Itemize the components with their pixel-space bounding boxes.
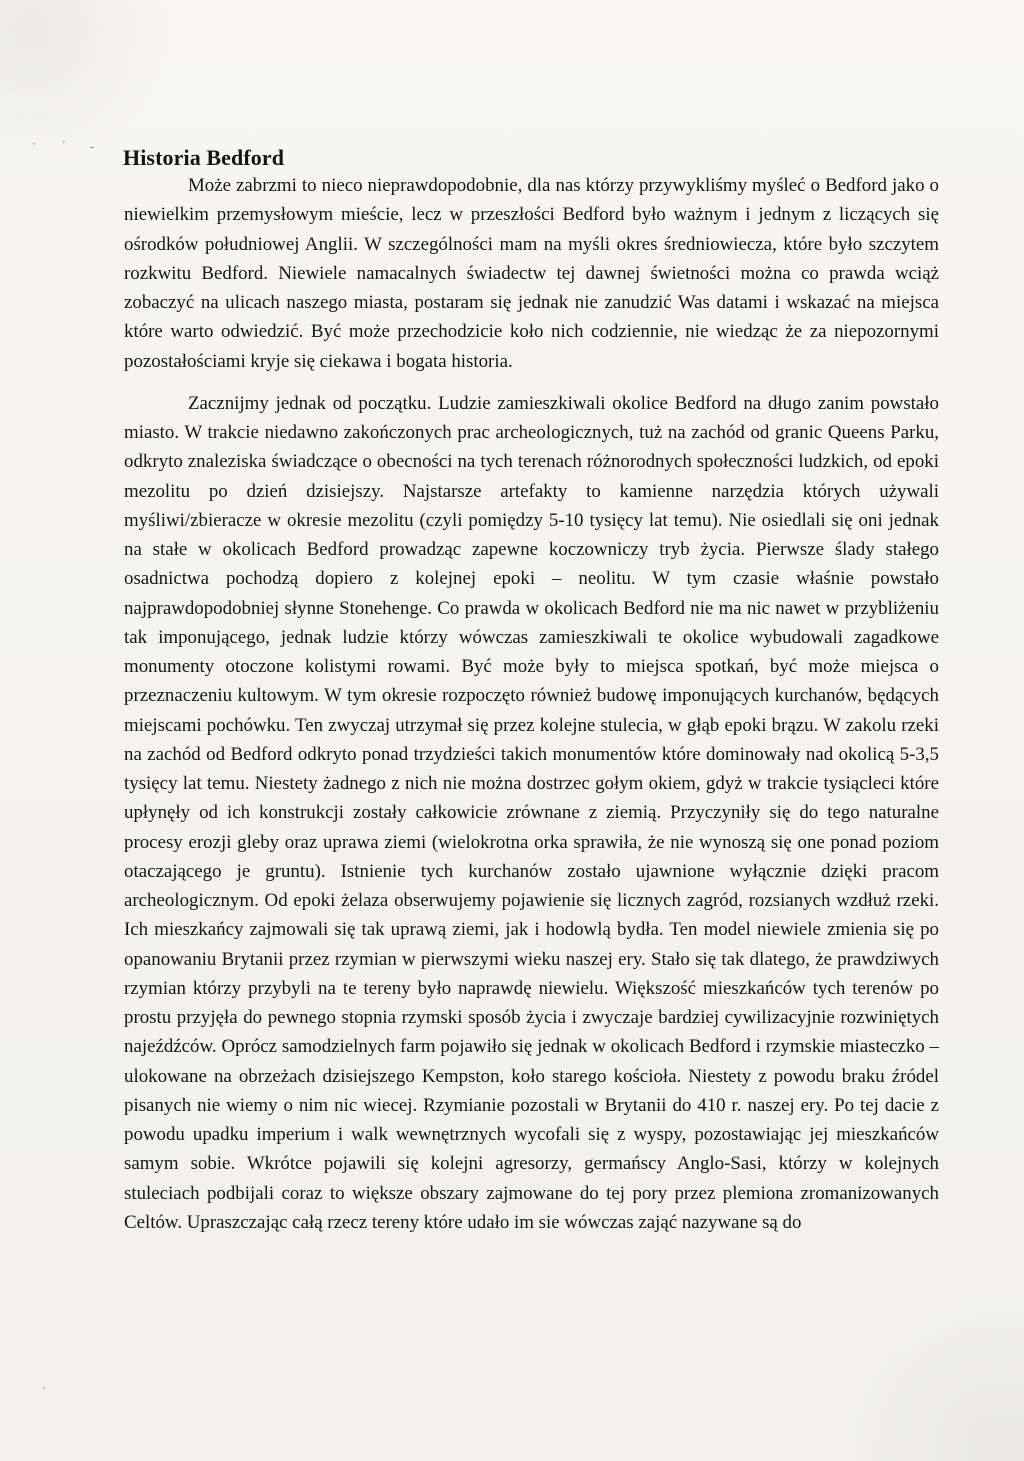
document-title: Historia Bedford (123, 144, 285, 170)
body-paragraph: Może zabrzmi to nieco nieprawdopodobnie, dla nas którzy przywykliśmy myśleć o Bedford jako o niewielkim przemysłowym mieście, lecz w przeszłości Bedford było ważnym i jednym z liczących się ośrodków południowej Anglii. W szczególności mam na myśli okres średniowiecza, które było szczytem rozkwitu Bedford. Niewiele namacalnych świadectw tej dawnej świetności można co prawda wciąż zobaczyć na ulicach naszego miasta, postaram się jednak nie zanudzić Was datami i wskazać na miejsca które warto odwiedzić. Być może przechodzicie koło nich codziennie, nie wiedząc że za niepozornymi pozostałościami kryje się ciekawa i bogata historia. (124, 175, 939, 372)
document-body (124, 171, 939, 1237)
scan-artifact-dash: - (90, 140, 95, 154)
body-paragraph: Zacznijmy jednak od początku. Ludzie zamieszkiwali okolice Bedford na długo zanim powstało miasto. W trakcie niedawno zakończonych prac archeologicznych, tuż na zachód od granic Queens Parku, odkryto znaleziska świadczące o obecności na tych terenach różnorodnych społeczności ludzkich, od epoki mezolitu po dzień dzisiejszy. Najstarsze artefakty to kamienne narzędzia których używali myśliwi/zbieracze w okresie mezolitu (czyli pomiędzy 5-10 tysięcy lat temu). Nie osiedlali się oni jednak na stałe w okolicach Bedford prowadząc zapewne koczowniczy tryb życia. Pierwsze ślady stałego osadnictwa pochodzą dopiero z kolejnej epoki – neolitu. W tym czasie właśnie powstało najprawdopodobniej słynne Stonehenge. Co prawda w okolicach Bedford nie ma nic nawet w przybliżeniu tak imponującego, jednak ludzie którzy wówczas zamieszkiwali te okolice wybudowali zagadkowe monumenty otoczone kolistymi rowami. Być może były to miejsca spotkań, być może miejsca o przeznaczeniu kultowym. W tym okresie rozpoczęto również budowę imponujących kurchanów, będących miejscami pochówku. Ten zwyczaj utrzymał się przez kolejne stulecia, w głąb epoki brązu. W zakolu rzeki na zachód od Bedford odkryto ponad trzydzieści takich monumentów które dominowały nad okolicą 5-3,5 tysięcy lat temu. Niestety żadnego z nich nie można dostrzec gołym okiem, gdyż w trakcie tysiącleci które upłynęły od ich konstrukcji zostały całkowicie zrównane z ziemią. Przyczyniły się do tego naturalne procesy erozji gleby oraz uprawa ziemi (wielokrotna orka sprawiła, że nie wynoszą się one ponad poziom otaczającego je gruntu). Istnienie tych kurchanów zostało ujawnione wyłącznie dzięki pracom archeologicznym. Od epoki żelaza obserwujemy pojawienie się licznych zagród, rozsianych wzdłuż rzeki. Ich mieszkańcy zajmowali się tak uprawą ziemi, jak i hodowlą bydła. Ten model niewiele zmienia się po opanowaniu Brytanii przez rzymian w pierwszymi wieku naszej ery. Stało się tak dlatego, że prawdziwych rzymian którzy przybyli na te tereny było naprawdę niewielu. Większość mieszkańców tych terenów po prostu przyjęła do pewnego stopnia rzymski sposób życia i zwyczaje bardziej cywilizacyjnie rozwiniętych najeźdźców. Oprócz samodzielnych farm pojawiło się jednak w okolicach Bedford i rzymskie miasteczko – ulokowane na obrzeżach dzisiejszego Kempston, koło starego kościoła. Niestety z powodu braku źródel pisanych nie wiemy o nim nic wiecej. Rzymianie pozostali w Brytanii do 410 r. naszej ery. Po tej dacie z powodu upadku imperium i walk wewnętrznych wycofali się z wyspy, pozostawiając jej mieszkańców samym sobie. Wkrótce pojawili się kolejni agresorzy, germańscy Anglo-Sasi, którzy w kolejnych stuleciach podbijali coraz to większe obszary zajmowane do tej pory przez plemiona zromanizowanych Celtów. Upraszczając całą rzecz tereny które udało im sie wówczas zająć nazywane są do (124, 392, 939, 1233)
scan-artifact-dot: · (62, 135, 66, 149)
scan-artifact-dot: · (32, 137, 36, 151)
scan-artifact-dot: · (42, 1381, 46, 1395)
